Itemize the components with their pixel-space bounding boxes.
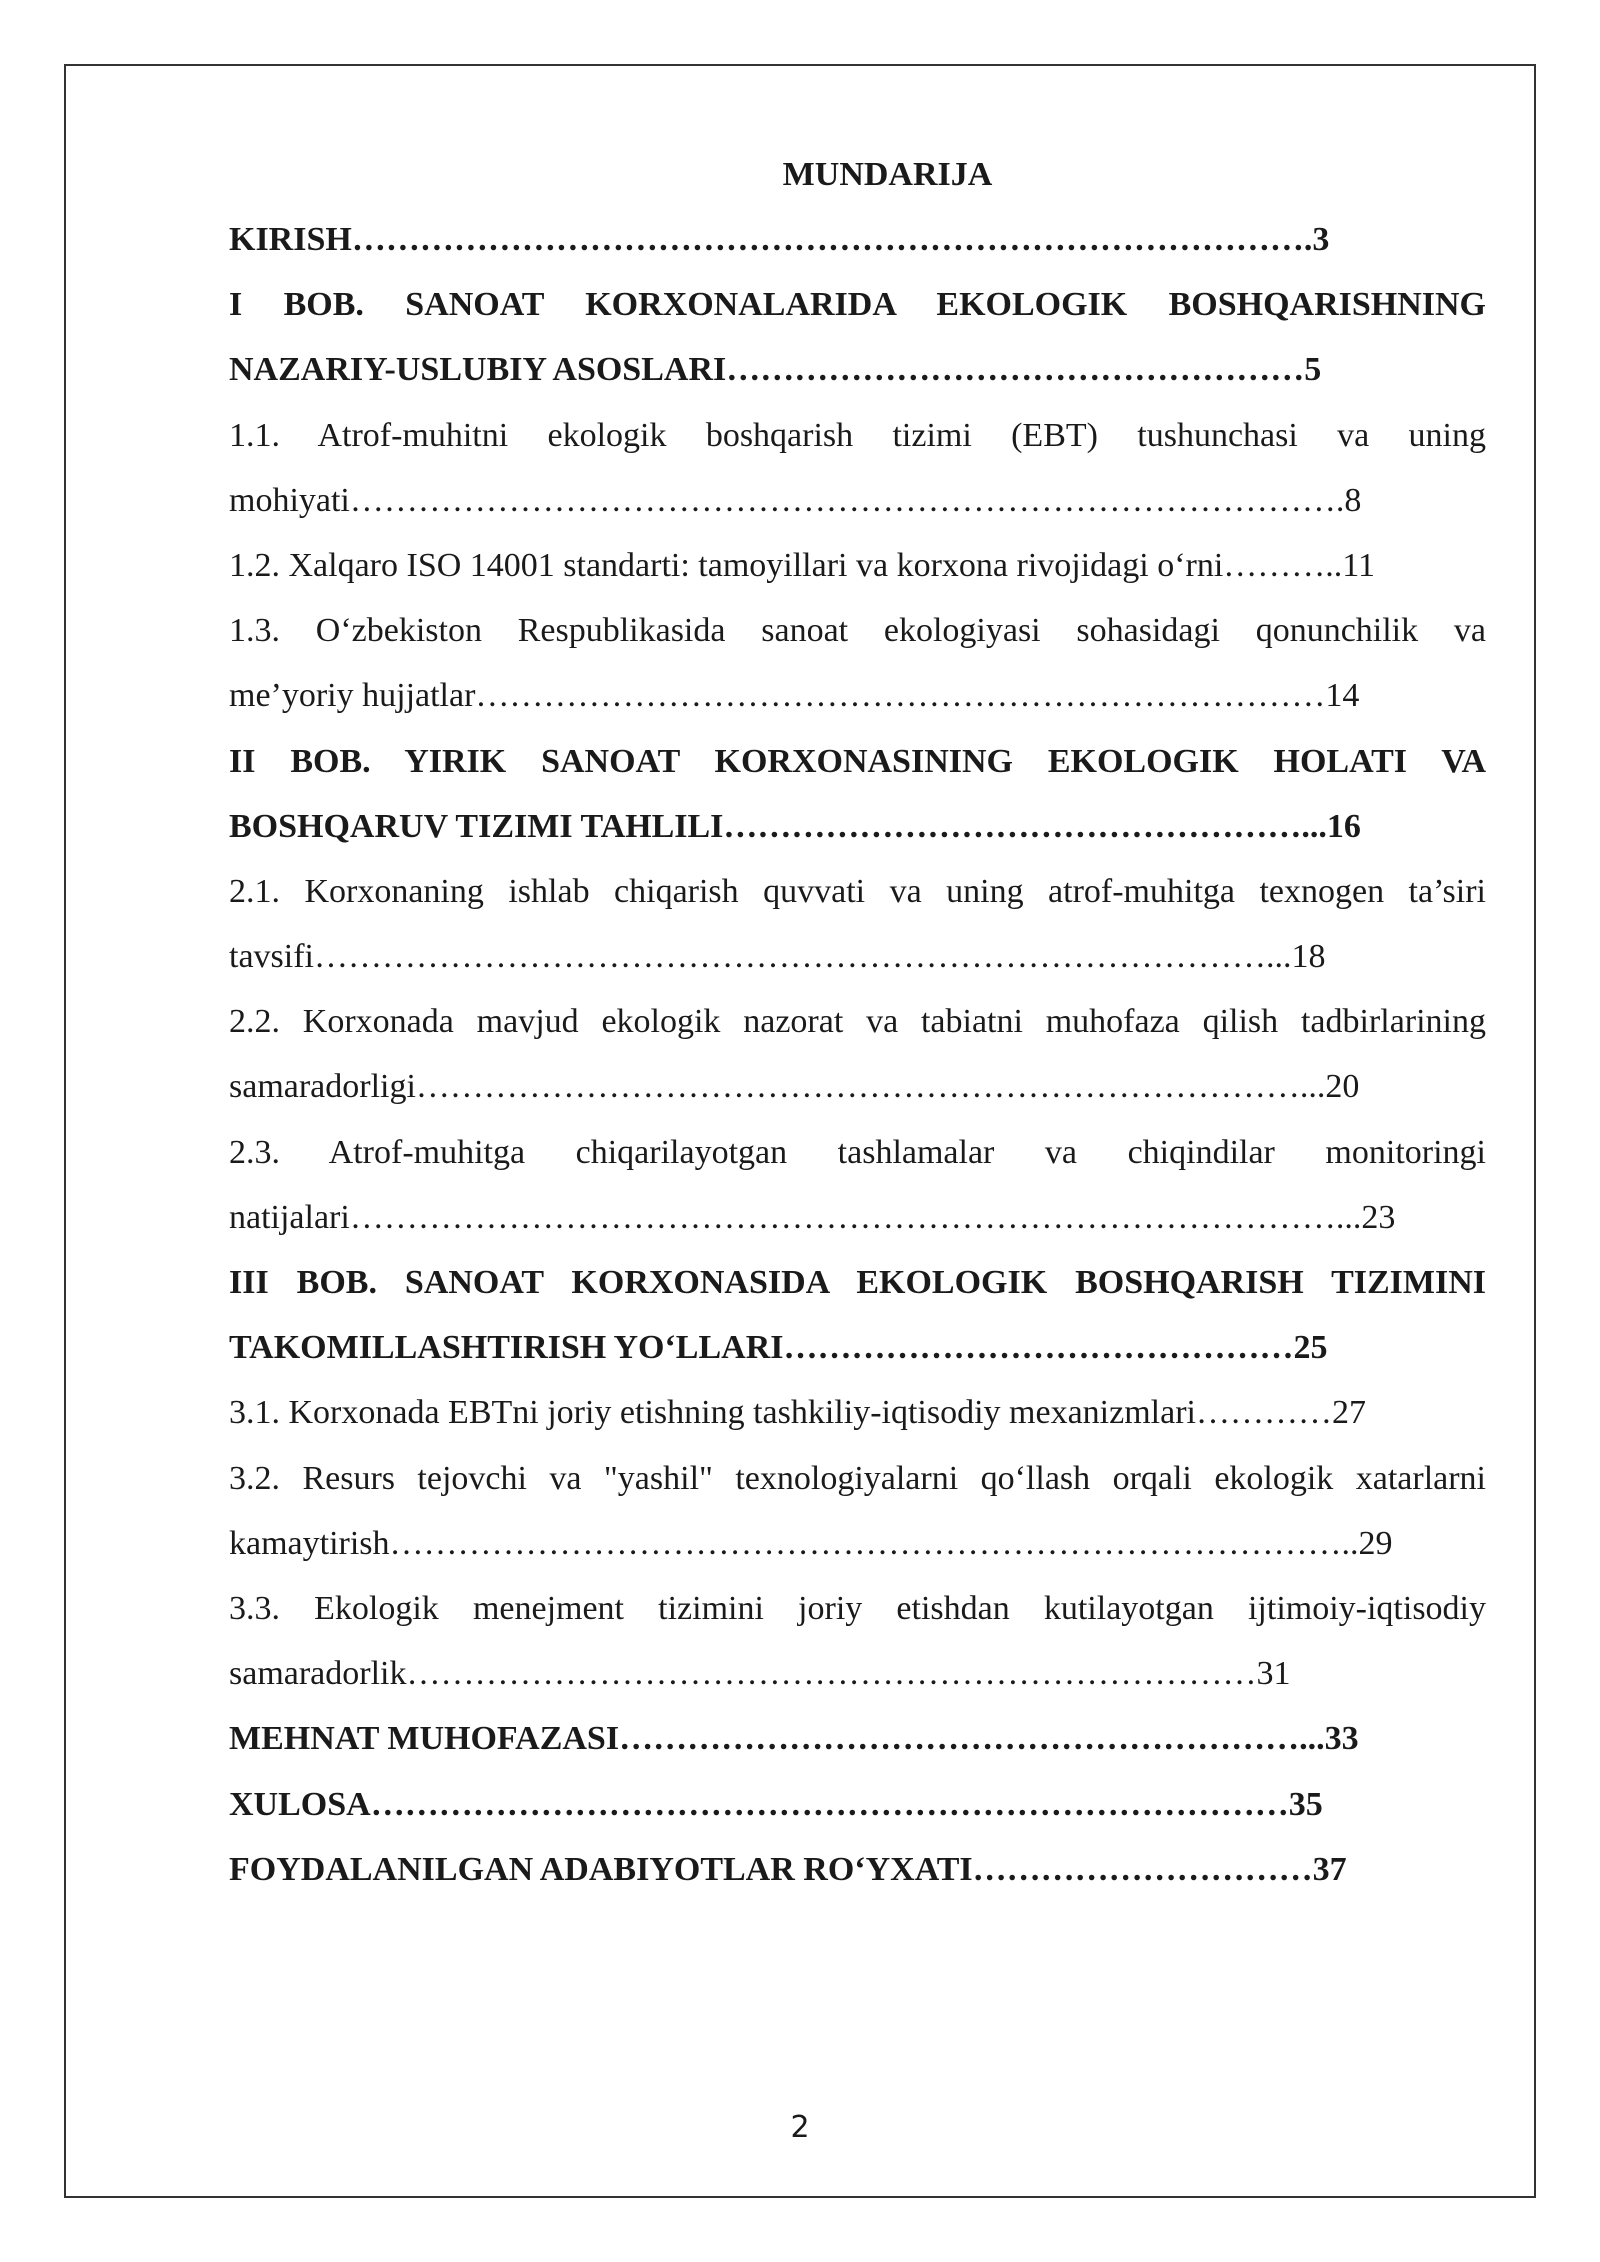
toc-entry: tavsifi…………………………………………………………………………...18 [229,938,1326,976]
page-number: 2 [790,2110,810,2145]
toc-entry: BOSHQARUV TIZIMI TAHLILI……………………………………………...16 [229,807,1361,845]
toc-entry: NAZARIY-USLUBIY ASOSLARI……………………………………………5 [229,351,1322,389]
toc-entry: samaradorlik…………………………………………………………………31 [229,1655,1291,1693]
toc-entry: 3.1. Korxonada EBTni joriy etishning tashkiliy-iqtisodiy mexanizmlari…………27 [229,1394,1366,1432]
toc-entry: TAKOMILLASHTIRISH YO‘LLARI………………………………………25 [229,1329,1328,1367]
toc-entry: samaradorligi……………………………………………………………………...20 [229,1068,1360,1106]
toc-entry: 1.3. O‘zbekiston Respublikasida sanoat ekologiyasi sohasidagi qonunchilik va [229,612,1486,650]
toc-entry: 1.1. Atrof-muhitni ekologik boshqarish tizimi (EBT) tushunchasi va uning [229,416,1486,454]
toc-entry: FOYDALANILGAN ADABIYOTLAR RO‘YXATI…………………………37 [229,1850,1347,1888]
toc-entry: I BOB. SANOAT KORXONALARIDA EKOLOGIK BOSHQARISHNING [229,286,1486,324]
toc-list [229,207,1486,1902]
toc-entry: 1.2. Xalqaro ISO 14001 standarti: tamoyillari va korxona rivojidagi o‘rni………..11 [229,546,1376,584]
toc-entry: 2.2. Korxonada mavjud ekologik nazorat va tabiatni muhofaza qilish tadbirlarining [229,1003,1486,1041]
toc-entry: KIRISH………………………………………………………………………….3 [229,221,1330,258]
toc-entry: 3.3. Ekologik menejment tizimini joriy etishdan kutilayotgan ijtimoiy-iqtisodiy [229,1589,1486,1627]
toc-entry: 2.3. Atrof-muhitga chiqarilayotgan tashlamalar va chiqindilar monitoringi [229,1133,1486,1171]
toc-entry: XULOSA………………………………………………………………………35 [229,1785,1323,1823]
toc-entry: mohiyati…………………………………………………………………………….8 [229,481,1362,519]
toc-entry: MEHNAT MUHOFAZASI……………………………………………………...33 [229,1720,1359,1758]
toc-entry: 3.2. Resurs tejovchi va "yashil" texnologiyalarni qo‘llash orqali ekologik xatarlarni [229,1459,1486,1497]
toc-entry: III BOB. SANOAT KORXONASIDA EKOLOGIK BOSHQARISH TIZIMINI [229,1264,1486,1301]
table-of-contents [229,143,1486,1902]
toc-entry: kamaytirish…………………………………………………………………………..29 [229,1524,1393,1562]
toc-entry: me’yoriy hujjatlar…………………………………………………………………14 [229,677,1360,715]
toc-entry: II BOB. YIRIK SANOAT KORXONASINING EKOLOGIK HOLATI VA [229,742,1486,780]
page-title: MUNDARIJA [782,156,993,193]
toc-entry: natijalari……………………………………………………………………………...23 [229,1198,1396,1236]
toc-entry: 2.1. Korxonaning ishlab chiqarish quvvati va uning atrof-muhitga texnogen ta’siri [229,872,1486,910]
